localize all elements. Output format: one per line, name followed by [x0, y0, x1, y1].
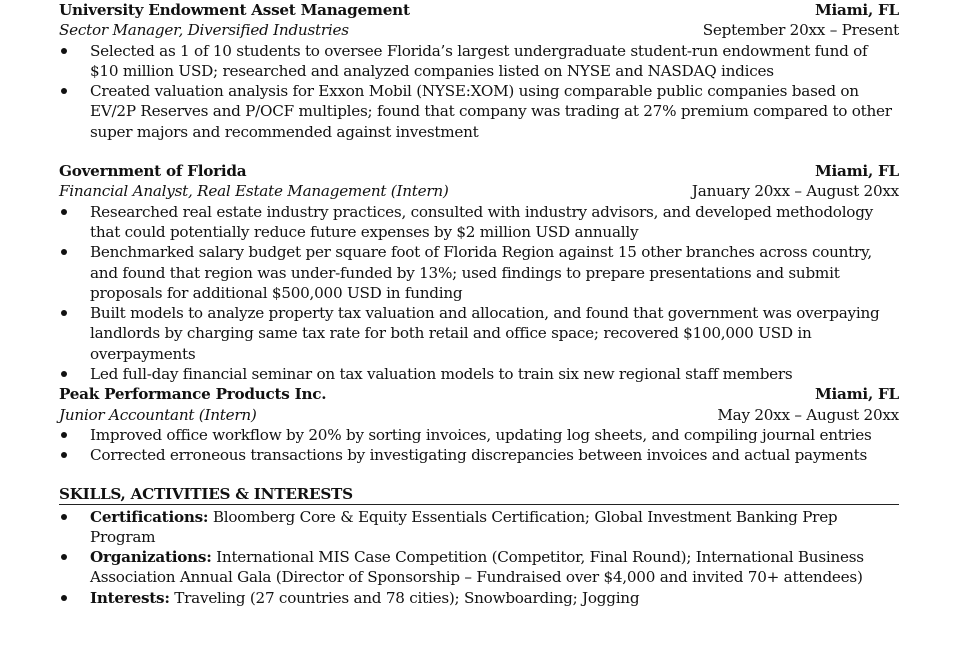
list-item [59, 202, 899, 243]
entry-subheader [59, 405, 899, 425]
list-item [59, 507, 899, 548]
bullet-list [59, 202, 899, 385]
experience-entry [59, 0, 899, 142]
organization-name: Government of Florida [59, 162, 247, 181]
section-heading: SKILLS, ACTIVITIES & INTERESTS [59, 485, 899, 505]
date-range: January 20xx – August 20xx [691, 182, 899, 201]
experience-entry [59, 161, 899, 384]
bullet-text: Selected as 1 of 10 students to oversee Florida’s largest undergraduate student-run endowment fund of $10 million USD; researched and analyzed companies listed on NYSE and NASDAQ indices [90, 41, 868, 80]
date-range: September 20xx – Present [702, 21, 899, 40]
list-item [59, 425, 899, 445]
bullet-text: Researched real estate industry practices, consulted with industry advisors, and developed methodology that could potentially reduce future expenses by $2 million USD annually [90, 202, 873, 241]
location: Miami, FL [814, 162, 899, 181]
bullet-text: Corrected erroneous transactions by investigating discrepancies between invoices and actual payments [90, 446, 867, 465]
spacer [59, 466, 899, 485]
entry-header [59, 0, 899, 20]
job-title: Junior Accountant (Intern) [59, 405, 257, 424]
resume-page [59, 0, 899, 608]
entry-subheader [59, 20, 899, 40]
entry-header [59, 384, 899, 404]
entry-header [59, 161, 899, 181]
bullet-list [59, 41, 899, 142]
list-item [59, 303, 899, 364]
list-item [59, 242, 899, 303]
location: Miami, FL [814, 1, 899, 19]
skill-label: Organizations: [90, 548, 212, 567]
skill-label: Interests: [90, 588, 170, 607]
list-item [59, 445, 899, 465]
skill-label: Certifications: [90, 507, 209, 526]
bullet-list [59, 507, 899, 608]
bullet-list [59, 425, 899, 466]
location: Miami, FL [814, 385, 899, 404]
list-item [59, 547, 899, 588]
bullet-text: Led full-day financial seminar on tax valuation models to train six new regional staff members [90, 365, 793, 384]
bullet-text: Improved office workflow by 20% by sorting invoices, updating log sheets, and compiling journal entries [90, 425, 872, 444]
job-title: Sector Manager, Diversified Industries [59, 21, 349, 40]
job-title: Financial Analyst, Real Estate Management (Intern) [59, 182, 449, 201]
list-item [59, 81, 899, 142]
spacer [59, 142, 899, 161]
bullet-text: Benchmarked salary budget per square foot of Florida Region against 15 other branches across country, and found that region was under-funded by 13%; used findings to prepare presentations and submit proposals for additional $500,000 USD in funding [90, 243, 872, 302]
date-range: May 20xx – August 20xx [717, 405, 899, 424]
bullet-text: Built models to analyze property tax valuation and allocation, and found that government was overpaying landlords by charging same tax rate for both retail and office space; recovered $100,000 USD in overpayments [90, 304, 880, 363]
skills-section [59, 485, 899, 608]
list-item [59, 364, 899, 384]
skill-text: International MIS Case Competition (Competitor, Final Round); International Business Association Annual Gala (Director of Sponsorship – Fundraised over $4,000 and invited 70+ attendees) [90, 548, 864, 587]
experience-entry [59, 384, 899, 465]
bullet-text: Created valuation analysis for Exxon Mobil (NYSE:XOM) using comparable public companies based on EV/2P Reserves and P/OCF multiples; found that company was trading at 27% premium compared to other super majors and recommended against investment [90, 82, 892, 141]
skill-text: Bloomberg Core & Equity Essentials Certification; Global Investment Banking Prep Program [90, 507, 838, 546]
list-item [59, 41, 899, 82]
organization-name: University Endowment Asset Management [59, 1, 410, 19]
entry-subheader [59, 181, 899, 201]
skill-text: Traveling (27 countries and 78 cities); Snowboarding; Jogging [169, 588, 640, 607]
organization-name: Peak Performance Products Inc. [59, 385, 327, 404]
list-item [59, 588, 899, 608]
